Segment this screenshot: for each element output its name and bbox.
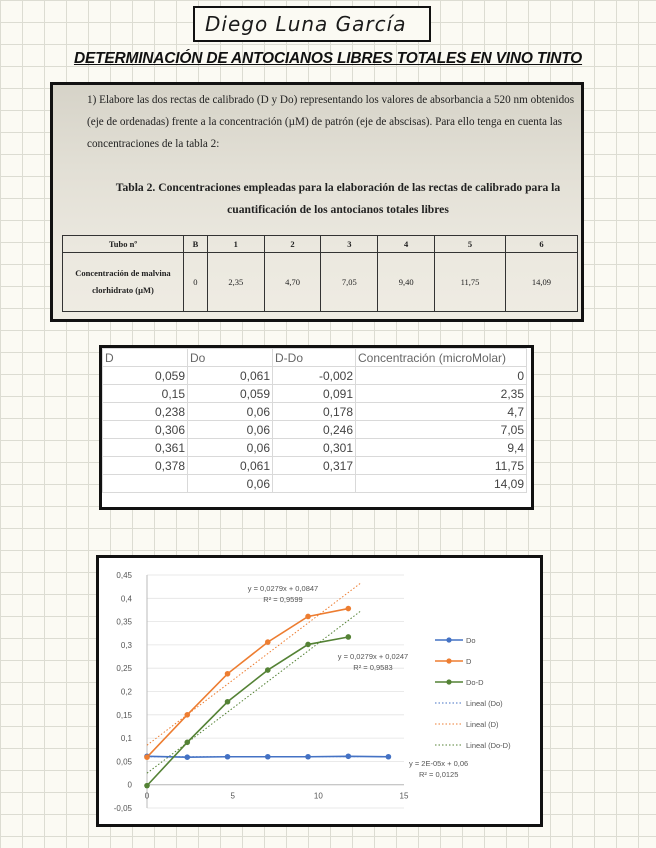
- cell-do: 0,061: [188, 457, 273, 475]
- series-line: [147, 637, 348, 786]
- trendline-r2: R² = 0,9599: [263, 595, 303, 604]
- absorbance-table: [102, 348, 527, 493]
- chart-svg: [99, 558, 540, 824]
- cell-do: 0,06: [188, 421, 273, 439]
- y-tick-label: 0,45: [116, 571, 132, 580]
- page-title: DETERMINACIÓN DE ANTOCIANOS LIBRES TOTALES EN VINO TINTO: [73, 50, 583, 67]
- concentration-header: Concentración de malvina clorhidrato (µM): [63, 253, 184, 312]
- table-row: [103, 475, 527, 493]
- student-name-box: [193, 6, 431, 42]
- y-tick-label: 0,3: [120, 640, 132, 650]
- cell-d-do: 0,178: [273, 403, 356, 421]
- tube-cell: B: [184, 236, 208, 253]
- concentration-cell: 0: [184, 253, 208, 312]
- tube-cell: 3: [321, 236, 378, 253]
- data-point: [184, 712, 190, 718]
- data-point: [265, 639, 271, 645]
- data-point: [346, 634, 352, 640]
- trendline: [147, 583, 361, 746]
- tube-header: Tubo nº: [63, 236, 184, 253]
- y-tick-label: 0,05: [116, 757, 132, 767]
- data-point: [265, 754, 271, 760]
- table-row: [103, 439, 527, 457]
- legend-label: Lineal (Do-D): [466, 741, 511, 750]
- legend-label: Do-D: [466, 678, 484, 687]
- concentration-cell: 9,40: [378, 253, 435, 312]
- cell-d: 0,15: [103, 385, 188, 403]
- concentration-cell: 11,75: [435, 253, 506, 312]
- legend-label: D: [466, 657, 472, 666]
- tube-cell: 4: [378, 236, 435, 253]
- data-point: [386, 754, 392, 760]
- x-tick-label: 15: [399, 791, 409, 801]
- series-line: [147, 609, 348, 758]
- legend-label: Lineal (D): [466, 720, 499, 729]
- cell-concentration: 4,7: [356, 403, 527, 421]
- cell-concentration: 14,09: [356, 475, 527, 493]
- calibration-chart: [96, 555, 543, 827]
- cell-concentration: 2,35: [356, 385, 527, 403]
- x-tick-label: 0: [144, 791, 150, 801]
- table-title: Tabla 2. Concentraciones empleadas para la elaboración de las rectas de calibrado para la cuantificación de los antocianos totales libres: [115, 181, 561, 216]
- table-row: [103, 421, 527, 439]
- spreadsheet: [99, 345, 534, 510]
- header-d-do: D-Do: [273, 349, 356, 367]
- tube-row: [63, 236, 578, 253]
- cell-do: 0,06: [188, 475, 273, 493]
- trendline-equation: y = 0,0279x + 0,0847: [247, 584, 319, 593]
- trendline-r2: R² = 0,9583: [353, 663, 393, 672]
- cell-d: 0,238: [103, 403, 188, 421]
- cell-d-do: -0,002: [273, 367, 356, 385]
- legend-marker: [446, 637, 451, 642]
- cell-d: 0,306: [103, 421, 188, 439]
- table-row: [103, 457, 527, 475]
- y-tick-label: 0,1: [120, 734, 132, 744]
- cell-do: 0,06: [188, 439, 273, 457]
- table-row: [103, 385, 527, 403]
- tube-cell: 1: [207, 236, 264, 253]
- concentration-table: [62, 235, 578, 312]
- tube-cell: 5: [435, 236, 506, 253]
- data-point: [225, 699, 231, 705]
- y-tick-label: 0,35: [116, 617, 132, 627]
- trendline: [147, 611, 361, 774]
- header-do: Do: [188, 349, 273, 367]
- x-tick-label: 5: [230, 791, 235, 801]
- y-tick-label: 0,15: [116, 710, 132, 720]
- table-header-row: [103, 349, 527, 367]
- legend-label: Lineal (Do): [466, 699, 503, 708]
- assignment-photo: [50, 82, 584, 322]
- tube-cell: 2: [264, 236, 321, 253]
- data-point: [265, 667, 271, 673]
- legend-marker: [446, 658, 451, 663]
- y-tick-label: 0,25: [116, 664, 132, 674]
- legend-label: Do: [466, 636, 476, 645]
- data-point: [225, 754, 231, 760]
- cell-do: 0,059: [188, 385, 273, 403]
- data-point: [184, 754, 190, 760]
- concentration-cell: 7,05: [321, 253, 378, 312]
- y-tick-label: -0,05: [113, 804, 132, 813]
- cell-d-do: 0,091: [273, 385, 356, 403]
- concentration-cell: 4,70: [264, 253, 321, 312]
- header-concentration: Concentración (microMolar): [356, 349, 527, 367]
- trendline-equation: y = 0,0279x + 0,0247: [337, 652, 409, 661]
- data-point: [144, 783, 150, 789]
- cell-concentration: 11,75: [356, 457, 527, 475]
- cell-d-do: [273, 475, 356, 493]
- cell-concentration: 7,05: [356, 421, 527, 439]
- concentration-cell: 2,35: [207, 253, 264, 312]
- tube-cell: 6: [505, 236, 577, 253]
- cell-d-do: 0,246: [273, 421, 356, 439]
- data-point: [184, 739, 190, 745]
- y-tick-label: 0,4: [120, 594, 132, 604]
- table-row: [103, 367, 527, 385]
- data-point: [305, 754, 311, 760]
- y-tick-label: 0: [127, 780, 132, 790]
- instruction-text: 1) Elabore las dos rectas de calibrado (D y Do) representando los valores de absorbancia a 520 nm obtenidos (eje de ordenadas) frente a la concentración (µM) de patrón (eje de abscisas). Para ello tenga en cuenta las concentraciones de la tabla 2:: [87, 94, 575, 150]
- cell-d: 0,378: [103, 457, 188, 475]
- cell-d: 0,059: [103, 367, 188, 385]
- header-d: D: [103, 349, 188, 367]
- cell-concentration: 9,4: [356, 439, 527, 457]
- trendline-equation: y = 2E-05x + 0,06: [409, 759, 469, 768]
- cell-do: 0,061: [188, 367, 273, 385]
- student-name: Diego Luna García: [205, 12, 407, 36]
- data-point: [305, 614, 311, 620]
- data-point: [346, 753, 352, 759]
- data-point: [346, 606, 352, 612]
- x-tick-label: 10: [313, 791, 323, 801]
- concentration-cell: 14,09: [505, 253, 577, 312]
- data-point: [144, 754, 150, 760]
- table-row: [103, 403, 527, 421]
- legend-marker: [446, 679, 451, 684]
- cell-concentration: 0: [356, 367, 527, 385]
- cell-d: 0,361: [103, 439, 188, 457]
- cell-do: 0,06: [188, 403, 273, 421]
- data-point: [225, 671, 231, 677]
- data-point: [305, 642, 311, 648]
- cell-d-do: 0,301: [273, 439, 356, 457]
- cell-d-do: 0,317: [273, 457, 356, 475]
- y-tick-label: 0,2: [120, 687, 132, 697]
- concentration-row: [63, 253, 578, 312]
- trendline-r2: R² = 0,0125: [419, 770, 459, 779]
- cell-d: [103, 475, 188, 493]
